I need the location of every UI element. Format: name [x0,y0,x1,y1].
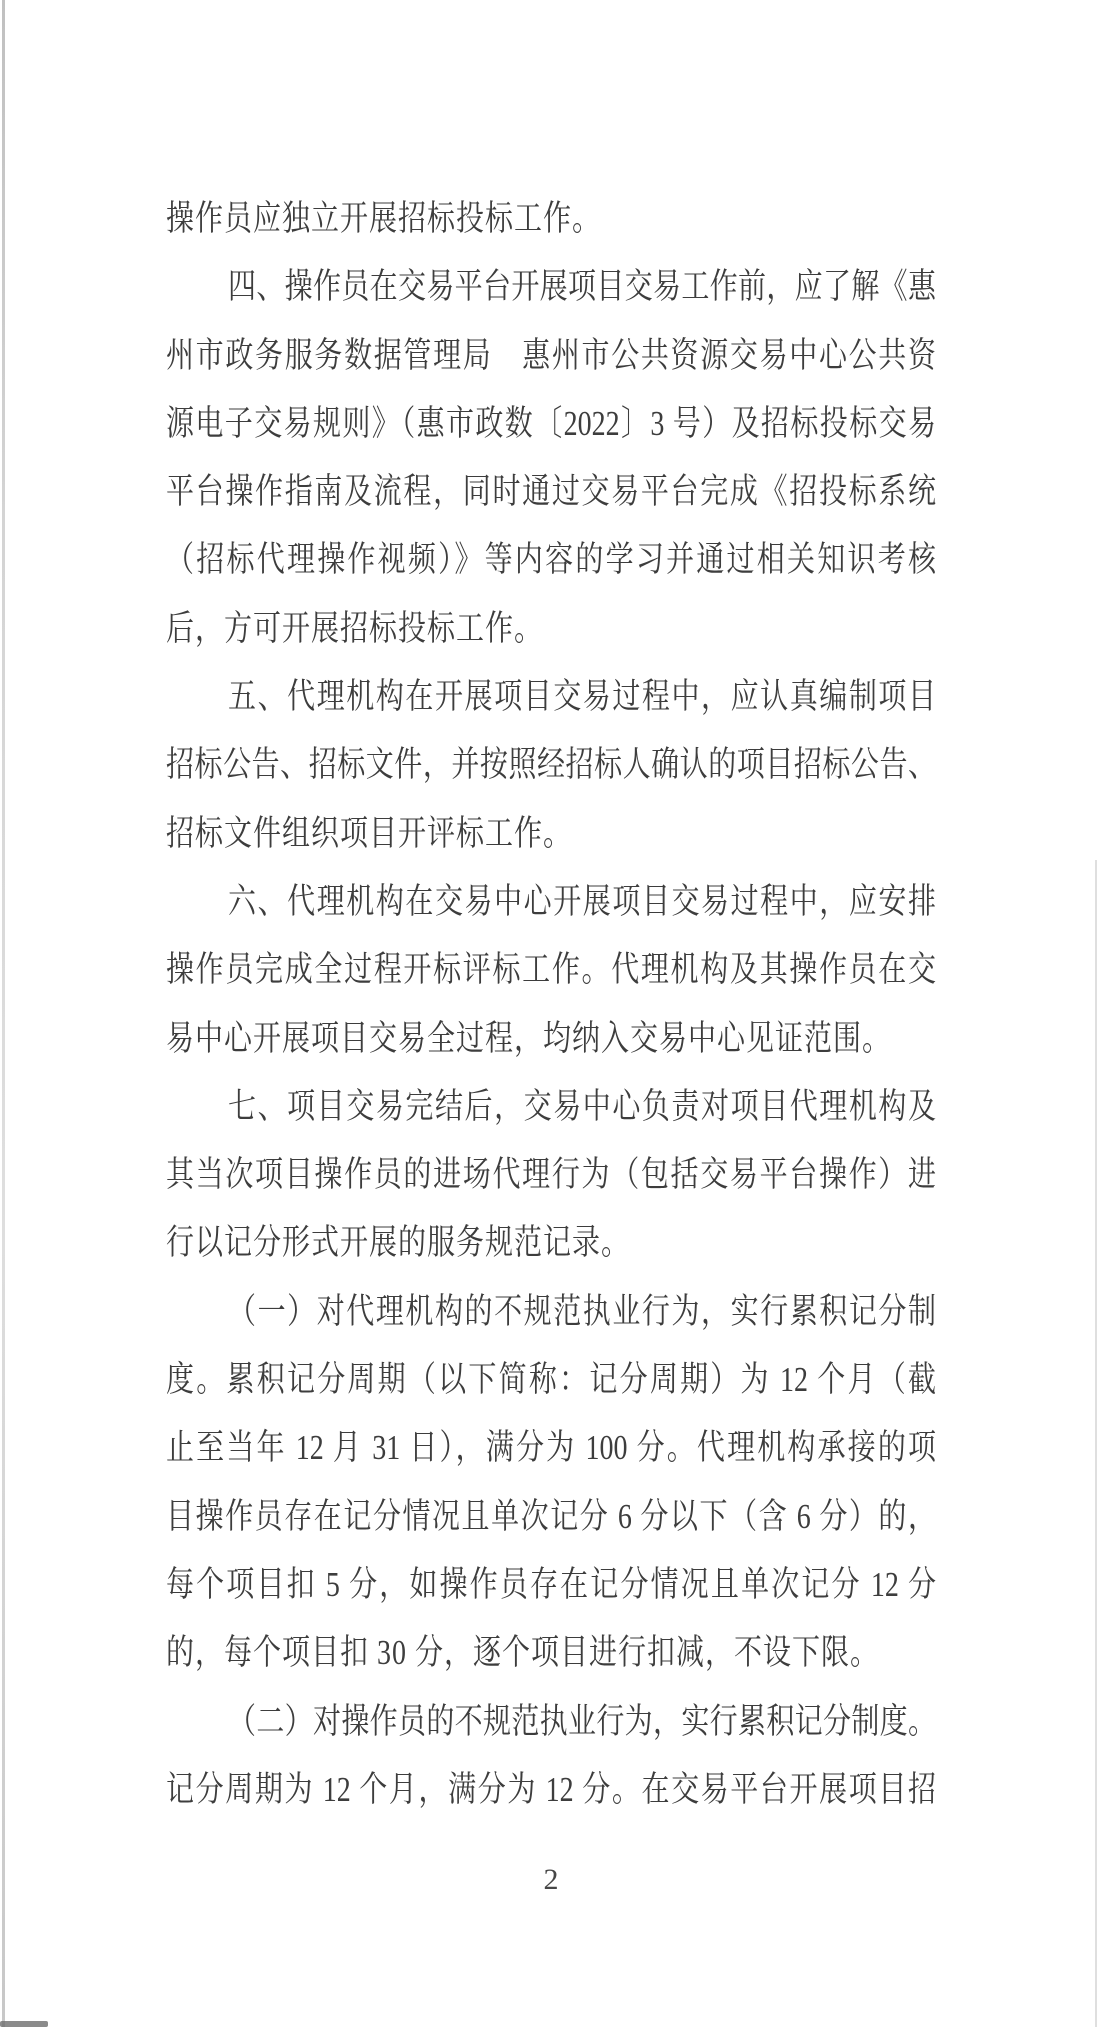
text-line: 源电子交易规则》（惠市政数〔2022〕3 号）及招标投标交易 [166,404,936,444]
scan-artifact-bottom-smudge [0,2021,48,2027]
scan-artifact-left-edge [2,0,5,2027]
text-line: 平台操作指南及流程，同时通过交易平台完成《招投标系统 [166,473,936,512]
text-line: 六、代理机构在交易中心开展项目交易过程中，应安排 [228,882,936,922]
text-line: 行以记分形式开展的服务规范记录。 [166,1224,631,1264]
page-number: 2 [543,1863,559,1896]
text-line: 其当次项目操作员的进场代理行为（包括交易平台操作）进 [166,1156,936,1195]
text-line: 招标公告、招标文件，并按照经招标人确认的项目招标公告、 [166,746,936,786]
text-line: （招标代理操作视频）》等内容的学习并通过相关知识考核 [166,541,936,581]
text-line: 四、操作员在交易平台开展项目交易工作前，应了解《惠 [228,268,936,308]
text-line: 止至当年 12 月 31 日），满分为 100 分。代理机构承接的项 [166,1429,936,1469]
text-line: （二）对操作员的不规范执业行为，实行累积记分制度。 [228,1702,936,1742]
text-line: 五、代理机构在开展项目交易过程中，应认真编制项目 [228,678,936,717]
text-line: （一）对代理机构的不规范执业行为，实行累积记分制 [228,1292,936,1332]
document-text [166,186,936,1825]
text-line: 州市政务服务数据管理局 惠州市公共资源交易中心公共资 [166,336,936,376]
text-line: 后，方可开展招标投标工作。 [166,609,544,649]
text-line: 操作员应独立开展招标投标工作。 [166,199,602,239]
text-line: 记分周期为 12 个月，满分为 12 分。在交易平台开展项目招 [166,1770,936,1810]
text-line: 每个项目扣 5 分，如操作员存在记分情况且单次记分 12 分 [166,1565,936,1605]
text-line: 易中心开展项目交易全过程，均纳入交易中心见证范围。 [166,1019,892,1059]
scan-artifact-right-edge [1095,860,1097,2027]
text-line: 目操作员存在记分情况且单次记分 6 分以下（含 6 分）的， [166,1497,936,1537]
text-line: 七、项目交易完结后，交易中心负责对项目代理机构及 [228,1087,936,1127]
text-line: 操作员完成全过程开标评标工作。代理机构及其操作员在交 [166,951,936,990]
text-line: 招标文件组织项目开评标工作。 [166,814,573,854]
text-line: 的，每个项目扣 30 分，逐个项目进行扣减，不设下限。 [166,1634,880,1673]
text-line: 度。累积记分周期（以下简称：记分周期）为 12 个月（截 [166,1361,936,1400]
